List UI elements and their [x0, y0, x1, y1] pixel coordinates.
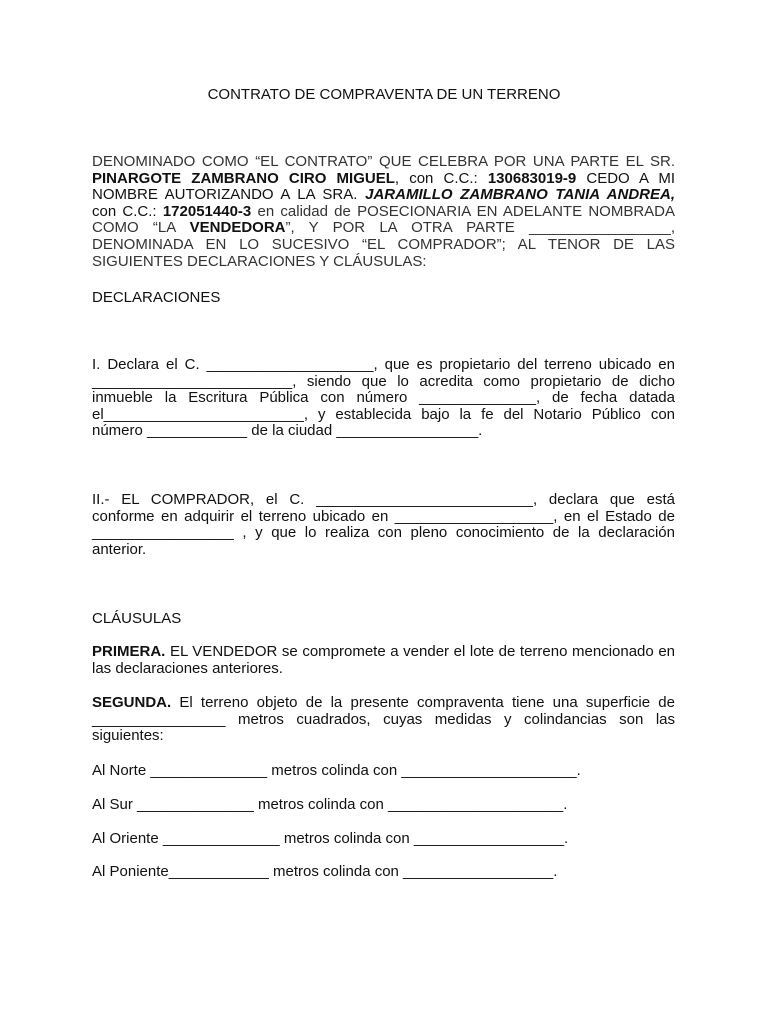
authorized-name: JARAMILLO ZAMBRANO TANIA ANDREA, — [365, 186, 676, 204]
boundary-west: Al Poniente____________ metros colinda con __________________. — [92, 863, 558, 880]
document-title: CONTRATO DE COMPRAVENTA DE UN TERRENO — [207, 86, 561, 103]
intro-text-5: en calidad de POSECIONARIA EN ADELANTE NOMBRADA COMO “LA — [92, 202, 675, 237]
clause-segunda — [92, 695, 675, 745]
vendedora-label: VENDEDORA — [189, 219, 286, 237]
clause-primera-text: EL VENDEDOR se compromete a vender el lote de terreno mencionado en las declaraciones anteriores. — [92, 643, 676, 677]
clausulas-heading: CLÁUSULAS — [92, 610, 182, 627]
boundary-north: Al Norte ______________ metros colinda con _____________________. — [92, 762, 581, 779]
boundary-south: Al Sur ______________ metros colinda con _____________________. — [92, 796, 568, 813]
clause-primera — [92, 644, 675, 677]
clause-primera-label: PRIMERA. — [92, 643, 166, 660]
seller-id: 130683019-9 — [487, 169, 577, 187]
intro-text-2: , con C.C.: — [394, 169, 478, 187]
declaration-2: II.- EL COMPRADOR, el C. __________________________, declara que está conforme en adquirir el terreno ubicado en ___________________, en el Estado de _________________ , y que lo realiza con pleno conocimiento de la declaración anterior. — [92, 491, 675, 558]
intro-text-6: ”, Y POR LA OTRA PARTE _________________, DENOMINADA EN LO SUCESIVO “EL COMPRADOR”; AL TENOR DE LAS SIGUIENTES DECLARACIONES Y CLÁUSULAS: — [92, 219, 675, 270]
declaration-1: I. Declara el C. ____________________, que es propietario del terreno ubicado en ________________________, siendo que lo acredita como propietario de dicho inmueble la Escritura Pública con número ______________, de fecha datada el________________________, y establecida bajo la fe del Notario Público con número ____________ de la ciudad _________________. — [92, 356, 675, 440]
clause-segunda-label: SEGUNDA. — [92, 694, 172, 711]
clause-segunda-text: El terreno objeto de la presente compraventa tiene una superficie de ________________ metros cuadrados, cuyas medidas y colindancias son las siguientes: — [92, 694, 675, 745]
declaraciones-heading: DECLARACIONES — [92, 289, 221, 306]
boundary-east: Al Oriente ______________ metros colinda con __________________. — [92, 830, 569, 847]
intro-paragraph — [92, 154, 675, 270]
intro-text-4: con C.C.: — [92, 202, 157, 220]
intro-text-1: DENOMINADO COMO “EL CONTRATO” QUE CELEBRA POR UNA PARTE EL SR. — [92, 153, 675, 170]
authorized-id: 172051440-3 — [162, 202, 252, 220]
intro-text-3: CEDO A MI NOMBRE AUTORIZANDO A LA SRA. — [92, 169, 676, 204]
seller-name: PINARGOTE ZAMBRANO CIRO MIGUEL — [92, 169, 395, 187]
